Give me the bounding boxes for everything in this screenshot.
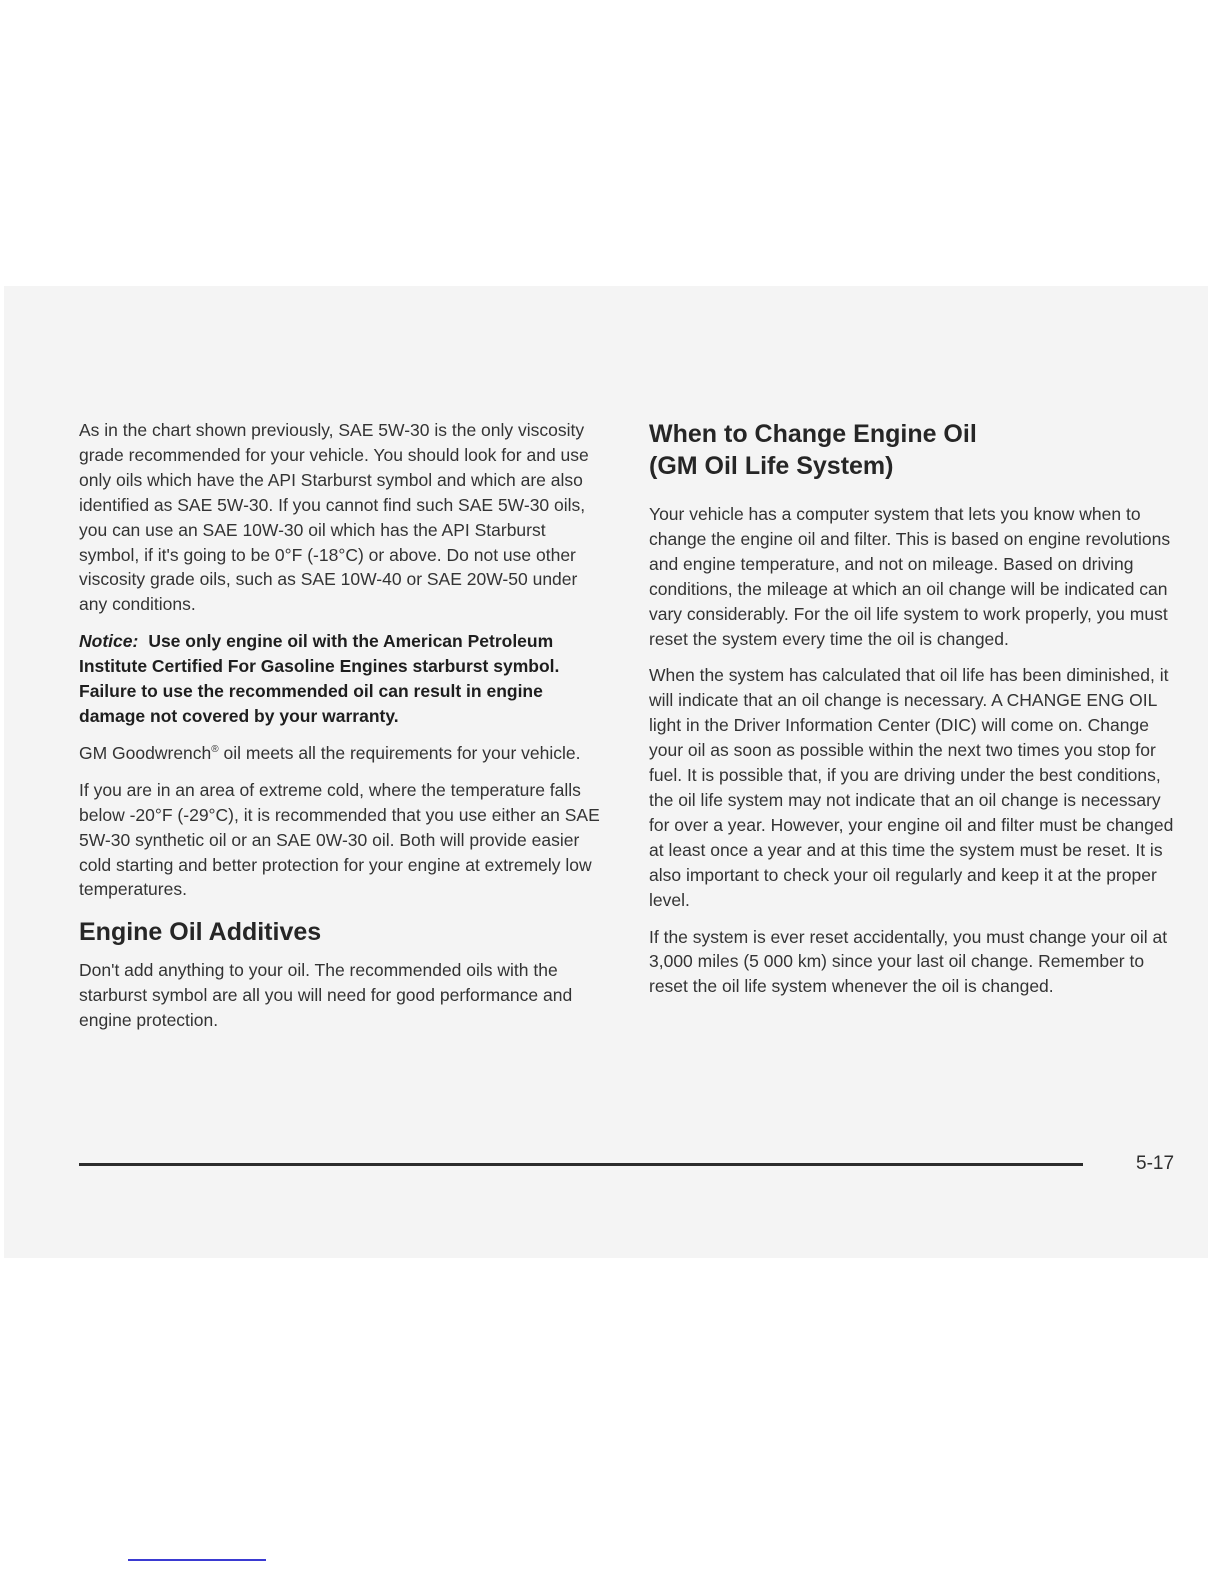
reset-accidentally-paragraph: If the system is ever reset accidentally, you must change your oil at 3,000 miles (5 000 km) since your last oil change. Remember to reset the oil life system whenever the oil is changed. (649, 926, 1168, 997)
page-number: 5-17 (1136, 1153, 1175, 1174)
right-column-body (649, 502, 1184, 1011)
notice-label: Notice: (79, 631, 139, 652)
left-column (79, 418, 609, 1045)
computer-system-paragraph: Your vehicle has a computer system that lets you know when to change the engine oil and filter. This is based on engine revolutions and engine temperature, and not on mileage. Based on driving conditions, the mileage at which an oil change will be indicated can vary considerably. For the oil life system to work properly, you must reset the system every time the oil is changed. (649, 504, 1171, 649)
notice-text: Use only engine oil with the American Petroleum Institute Certified For Gasoline Engines starburst symbol. Failure to use the recommended oil can result in engine damage not covered by your warranty. (79, 631, 560, 726)
footer-link-mark (128, 1559, 266, 1561)
extreme-cold-paragraph: If you are in an area of extreme cold, where the temperature falls below -20°F (-29°C), it is recommended that you use either an SAE 5W-30 synthetic oil or an SAE 0W-30 oil. Both will provide easier cold starting and better protection for your engine at extremely low temperatures. (79, 779, 600, 900)
oil-change-heading (649, 418, 1184, 482)
footer-rule (79, 1163, 1083, 1166)
oil-change-heading-line2: (GM Oil Life System) (649, 452, 894, 480)
registered-trademark: ® (211, 744, 219, 756)
goodwrench-text-start: GM Goodwrench (79, 742, 212, 763)
additives-paragraph: Don't add anything to your oil. The recommended oils with the starburst symbol are all you will need for good performance and engine protection. (79, 960, 573, 1031)
additives-heading: Engine Oil Additives (79, 918, 322, 947)
oil-change-heading-line1: When to Change Engine Oil (649, 420, 977, 448)
goodwrench-text-end: oil meets all the requirements for your vehicle. (218, 742, 581, 763)
viscosity-paragraph: As in the chart shown previously, SAE 5W-30 is the only viscosity grade recommended for your vehicle. You should look for and use only oils which have the API Starburst symbol and which are also identified as SAE 5W-30. If you cannot find such SAE 5W-30 oils, you can use an SAE 10W-30 oil which has the API Starburst symbol, if it's going to be 0°F (-18°C) or above. Do not use other viscosity grade oils, such as SAE 10W-40 or SAE 20W-50 under any conditions. (79, 420, 589, 615)
notice-paragraph (79, 629, 609, 729)
oil-life-diminished-paragraph: When the system has calculated that oil life has been diminished, it will indicate that an oil change is necessary. A CHANGE ENG OIL light in the Driver Information Center (DIC) will come on. Change your oil as soon as possible within the next two times you stop for fuel. It is possible that, if you are driving under the best conditions, the oil life system may not indicate that an oil change is necessary for over a year. However, your engine oil and filter must be changed at least once a year and at this time the system must be reset. It is also important to check your oil regularly and keep it at the proper level. (649, 665, 1174, 910)
goodwrench-paragraph (79, 741, 609, 766)
